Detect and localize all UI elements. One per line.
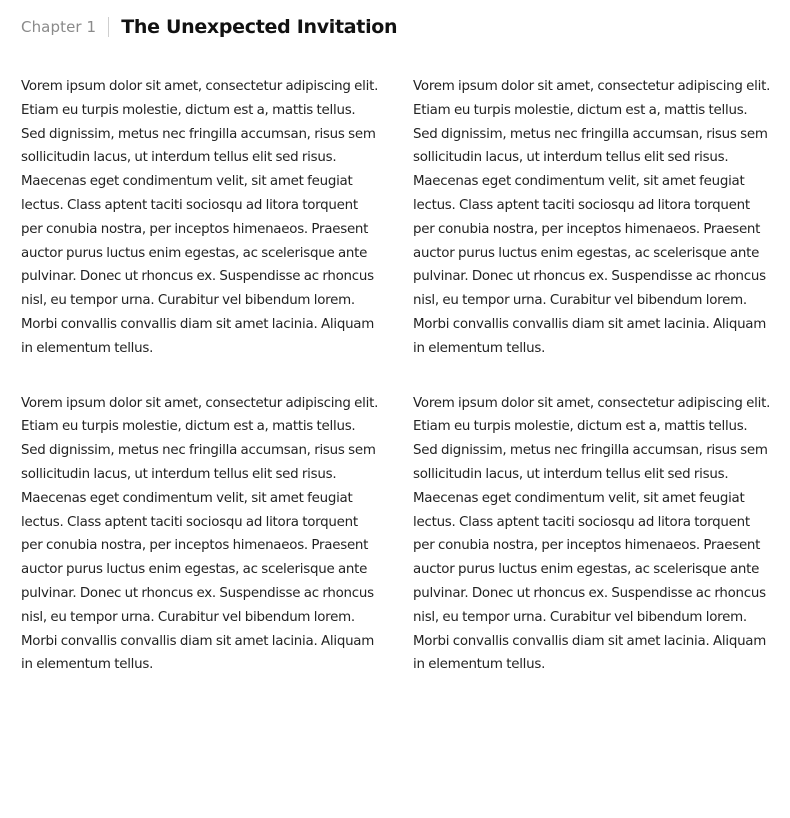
paragraph-bottom-right: Vorem ipsum dolor sit amet, consectetur adipiscing elit. Etiam eu turpis molestie, dictum est a, mattis tellus. Sed dignissim, metus nec fringilla accumsan, risus sem sollicitudin lacus, ut interdum tellus elit sed risus. Maecenas eget condimentum velit, sit amet feugiat lectus. Class aptent taciti sociosqu ad litora torquent per conubia nostra, per inceptos himenaeos. Praesent auctor purus luctus enim egestas, ac scelerisque ante pulvinar. Donec ut rhoncus ex. Suspendisse ac rhoncus nisl, eu tempor urna. Curabitur vel bibendum lorem. Morbi convallis convallis diam sit amet lacinia. Aliquam in elementum tellus.	[413, 395, 771, 673]
paragraph-bottom-left: Vorem ipsum dolor sit amet, consectetur adipiscing elit. Etiam eu turpis molestie, dictum est a, mattis tellus. Sed dignissim, metus nec fringilla accumsan, risus sem sollicitudin lacus, ut interdum tellus elit sed risus. Maecenas eget condimentum velit, sit amet feugiat lectus. Class aptent taciti sociosqu ad litora torquent per conubia nostra, per inceptos himenaeos. Praesent auctor purus luctus enim egestas, ac scelerisque ante pulvinar. Donec ut rhoncus ex. Suspendisse ac rhoncus nisl, eu tempor urna. Curabitur vel bibendum lorem. Morbi convallis convallis diam sit amet lacinia. Aliquam in elementum tellus.	[21, 395, 379, 673]
paragraph-top-left: Vorem ipsum dolor sit amet, consectetur adipiscing elit. Etiam eu turpis molestie, dictum est a, mattis tellus. Sed dignissim, metus nec fringilla accumsan, risus sem sollicitudin lacus, ut interdum tellus elit sed risus. Maecenas eget condimentum velit, sit amet feugiat lectus. Class aptent taciti sociosqu ad litora torquent per conubia nostra, per inceptos himenaeos. Praesent auctor purus luctus enim egestas, ac scelerisque ante pulvinar. Donec ut rhoncus ex. Suspendisse ac rhoncus nisl, eu tempor urna. Curabitur vel bibendum lorem. Morbi convallis convallis diam sit amet lacinia. Aliquam in elementum tellus.	[21, 79, 379, 356]
paragraph-top-right: Vorem ipsum dolor sit amet, consectetur adipiscing elit. Etiam eu turpis molestie, dictum est a, mattis tellus. Sed dignissim, metus nec fringilla accumsan, risus sem sollicitudin lacus, ut interdum tellus elit sed risus. Maecenas eget condimentum velit, sit amet feugiat lectus. Class aptent taciti sociosqu ad litora torquent per conubia nostra, per inceptos himenaeos. Praesent auctor purus luctus enim egestas, ac scelerisque ante pulvinar. Donec ut rhoncus ex. Suspendisse ac rhoncus nisl, eu tempor urna. Curabitur vel bibendum lorem. Morbi convallis convallis diam sit amet lacinia. Aliquam in elementum tellus.	[413, 79, 771, 356]
chapter-title: The Unexpected Invitation	[121, 16, 398, 38]
chapter-label: Chapter 1	[21, 18, 97, 36]
chapter-header	[21, 12, 397, 42]
header-divider	[108, 17, 109, 37]
paragraph-grid	[21, 75, 771, 677]
